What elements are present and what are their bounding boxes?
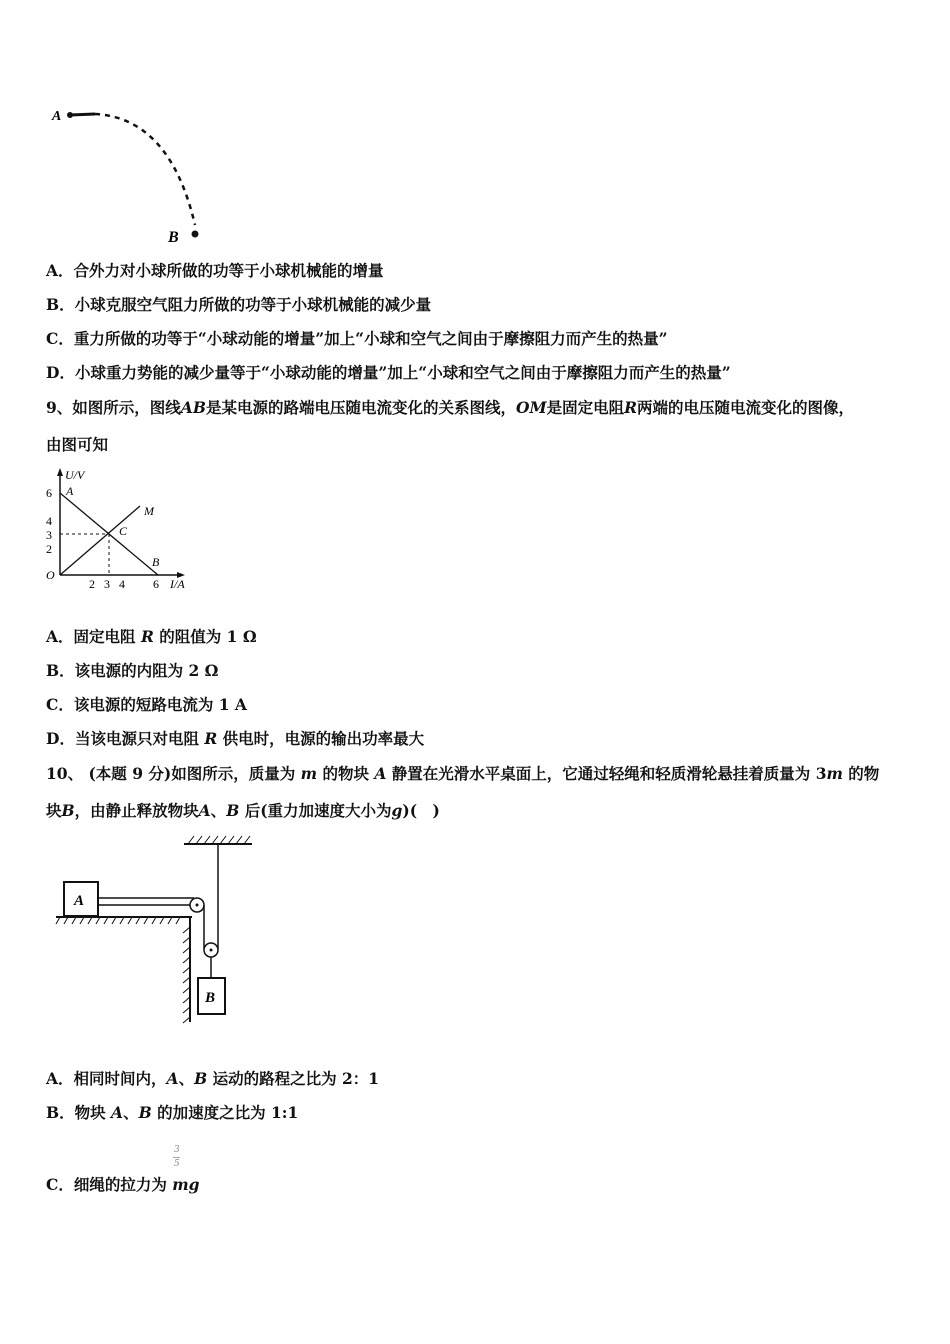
y-axis-label: U/V xyxy=(65,468,85,482)
option-text: 小球克服空气阻力所做的功等于小球机械能的减少量 xyxy=(74,295,432,314)
line-om xyxy=(60,506,140,575)
arrow-segment xyxy=(70,114,95,115)
trajectory-curve xyxy=(95,114,195,225)
point-a-label: A xyxy=(66,484,74,498)
q10-option-c[interactable]: C．细绳的拉力为 mg xyxy=(46,1175,200,1194)
fraction-numerator: 3 xyxy=(174,1145,180,1155)
option-letter: A． xyxy=(46,261,74,280)
point-b-label: B xyxy=(152,555,160,569)
end-point xyxy=(192,231,199,238)
q8-option-c[interactable] xyxy=(46,329,668,349)
q10-stem: 10、 (本题 9 分)如图所示，质量为 m 的物块 A 静置在光滑水平桌面上，它通过轻绳和轻质滑轮悬挂着质量为 3m 的物 xyxy=(46,764,880,783)
block-a-label: A xyxy=(74,893,85,909)
edge-hatch xyxy=(183,927,190,1023)
y-tick-3: 3 xyxy=(46,528,52,542)
table-hatch xyxy=(56,917,180,924)
option-text: 小球重力势能的减少量等于“小球动能的增量”加上“小球和空气之间由于摩擦阻力而产生的热量” xyxy=(74,363,731,382)
q9-stem: 9、如图所示，图线AB是某电源的路端电压随电流变化的关系图线，OM是固定电阻R两端的电压随电流变化的图像， xyxy=(46,398,855,417)
option-text: 重力所做的功等于“小球动能的增量”加上“小球和空气之间由于摩擦阻力而产生的热量” xyxy=(73,329,668,348)
trajectory-label-b: B xyxy=(168,229,179,246)
block-b-label: B xyxy=(205,990,216,1006)
q10-option-a[interactable]: A．相同时间内，A、B 运动的路程之比为 2：1 xyxy=(46,1069,380,1088)
x-tick-3: 3 xyxy=(104,577,110,591)
fraction-bar xyxy=(173,1157,180,1158)
ceiling-hatch xyxy=(188,836,250,844)
trajectory-figure xyxy=(50,100,210,250)
q9-option-a[interactable]: A．固定电阻 R 的阻值为 1 Ω xyxy=(46,627,257,646)
q9-option-c[interactable]: C．该电源的短路电流为 1 A xyxy=(46,695,247,714)
q9-option-b[interactable]: B．该电源的内阻为 2 Ω xyxy=(46,661,219,680)
option-text: 合外力对小球所做的功等于小球机械能的增量 xyxy=(73,261,384,280)
option-letter: D． xyxy=(46,363,75,382)
point-c-label: C xyxy=(119,524,128,538)
point-m-label: M xyxy=(144,504,154,518)
ui-graph xyxy=(40,465,200,595)
q8-option-a[interactable] xyxy=(46,261,384,281)
x-axis-label: I/A xyxy=(170,577,185,591)
x-tick-4: 4 xyxy=(119,577,125,591)
pulley-figure xyxy=(52,832,267,1027)
movable-pulley-axle xyxy=(210,949,213,952)
fraction-denominator: 5 xyxy=(174,1159,180,1169)
q10-option-b[interactable]: B．物块 A、B 的加速度之比为 1:1 xyxy=(46,1103,299,1122)
option-letter: B． xyxy=(46,295,75,314)
y-tick-4: 4 xyxy=(46,514,52,528)
y-tick-2: 2 xyxy=(46,542,52,556)
y-tick-6: 6 xyxy=(46,486,52,500)
q10-stem-line2: 块B，由静止释放物块A、B 后(重力加速度大小为g)( ) xyxy=(46,801,440,820)
y-axis-arrow xyxy=(57,468,63,476)
trajectory-label-a: A xyxy=(52,109,62,124)
q8-option-d[interactable] xyxy=(46,363,731,383)
q9-stem-line2: 由图可知 xyxy=(46,435,109,454)
x-tick-2: 2 xyxy=(89,577,95,591)
x-tick-6: 6 xyxy=(153,577,159,591)
q8-option-b[interactable] xyxy=(46,295,431,315)
fixed-pulley-axle xyxy=(196,904,199,907)
option-letter: C． xyxy=(46,329,74,348)
q9-option-d[interactable]: D．当该电源只对电阻 R 供电时，电源的输出功率最大 xyxy=(46,729,425,748)
origin-label: O xyxy=(46,568,55,582)
